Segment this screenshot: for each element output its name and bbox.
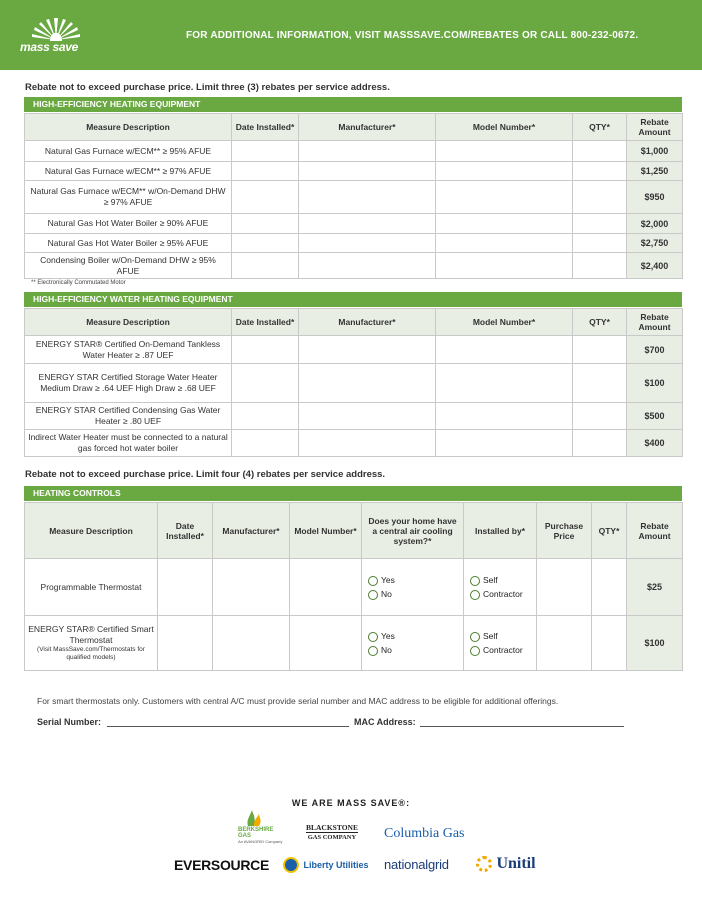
flame-icon [244,810,264,826]
measure-description-cell [25,616,158,671]
table-row [25,141,683,162]
unitil-name: Unitil [496,855,536,872]
col-header: Date Installed* [232,309,299,336]
rebate-amount: $1,000 [627,141,683,162]
qty-field[interactable] [573,234,627,253]
table-row [25,559,683,616]
berkshire-name: BERKSHIRE [238,827,274,833]
radio-button[interactable] [368,632,378,642]
rebate-amount: $1,250 [627,162,683,181]
radio-option-self[interactable] [470,629,533,643]
measure-description: Natural Gas Furnace w/ECM** w/On-Demand DHW ≥ 97% AFUE [25,181,232,214]
measure-description: Natural Gas Hot Water Boiler ≥ 90% AFUE [25,214,232,234]
manufacturer-field[interactable] [213,616,290,671]
purchase-price-field[interactable] [537,616,592,671]
radio-button[interactable] [470,646,480,656]
radio-option-no[interactable] [368,587,460,601]
col-header: Measure Description [25,309,232,336]
radio-option-self[interactable] [470,573,533,587]
option-label: No [381,645,392,655]
qty-field[interactable] [592,616,627,671]
rebate-limit-note: Rebate not to exceed purchase price. Limit three (3) rebates per service address. [25,82,390,93]
col-header: QTY* [573,114,627,141]
installed-by-options [464,559,537,616]
date-installed-field[interactable] [232,430,299,457]
header-banner [0,0,702,70]
smart-thermostat-note: For smart thermostats only. Customers with central A/C must provide serial number and MAC address to be eligible for additional offerings. [37,696,559,706]
table-row [25,214,683,234]
berkshire-gas: GAS [238,833,252,839]
water-heating-table [24,308,683,457]
table-header-row [25,503,683,559]
date-installed-field[interactable] [232,234,299,253]
date-installed-field[interactable] [158,616,213,671]
sun-icon [476,856,492,872]
option-label: No [381,589,392,599]
option-label: Self [483,631,498,641]
col-header: QTY* [592,503,627,559]
col-header: Manufacturer* [299,309,436,336]
table-row [25,403,683,430]
radio-button[interactable] [470,576,480,586]
col-header: Model Number* [436,114,573,141]
central-air-options [362,559,464,616]
rebate-amount: $25 [627,559,683,616]
radio-button[interactable] [470,590,480,600]
col-header: Does your home have a central air cooling system?* [362,503,464,559]
radio-button[interactable] [368,590,378,600]
section-title-water-heating: HIGH-EFFICIENCY WATER HEATING EQUIPMENT [24,292,682,307]
radio-option-no[interactable] [368,643,460,657]
liberty-name: Liberty Utilities [303,859,369,870]
measure-description: Natural Gas Furnace w/ECM** ≥ 97% AFUE [25,162,232,181]
col-header: Model Number* [290,503,362,559]
measure-description: Natural Gas Furnace w/ECM** ≥ 95% AFUE [25,141,232,162]
radio-button[interactable] [368,576,378,586]
rebate-limit-note-controls: Rebate not to exceed purchase price. Limit four (4) rebates per service address. [25,469,386,480]
option-label: Self [483,575,498,585]
option-label: Yes [381,631,395,641]
contact-info: FOR ADDITIONAL INFORMATION, VISIT MASSSAVE.COM/REBATES OR CALL 800-232-0672. [186,30,639,41]
table-row [25,430,683,457]
logo-text: mass save [20,40,79,54]
model-number-field[interactable] [290,559,362,616]
table-header-row [25,114,683,141]
mac-address-label: MAC Address: [354,717,416,727]
model-number-field[interactable] [436,234,573,253]
qty-field[interactable] [592,559,627,616]
option-label: Contractor [483,589,523,599]
date-installed-field[interactable] [232,141,299,162]
col-header: Manufacturer* [213,503,290,559]
measure-description: Condensing Boiler w/On-Demand DHW ≥ 95% AFUE [25,253,232,279]
table-row [25,234,683,253]
columbia-gas-logo: Columbia Gas [384,826,465,841]
sunburst-icon [20,12,92,42]
liberty-icon [283,857,299,873]
blackstone-sub: GAS COMPANY [307,834,357,841]
date-installed-field[interactable] [232,364,299,403]
measure-description: ENERGY STAR® Certified On-Demand Tankless Water Heater ≥ .87 UEF [25,336,232,364]
table-row [25,162,683,181]
rebate-amount: $950 [627,181,683,214]
col-header: Rebate Amount [627,309,683,336]
radio-option-yes[interactable] [368,629,460,643]
national-grid-logo: nationalgrid [384,857,449,872]
col-header: Rebate Amount [627,503,683,559]
mass-save-logo [20,12,92,56]
col-header: Model Number* [436,309,573,336]
option-label: Contractor [483,645,523,655]
manufacturer-field[interactable] [299,234,436,253]
table-row [25,253,683,279]
radio-button[interactable] [368,646,378,656]
manufacturer-field[interactable] [299,181,436,214]
measure-subnote: (Visit MassSave.com/Thermostats for qualified models) [37,646,145,661]
manufacturer-field[interactable] [299,364,436,403]
date-installed-field[interactable] [232,214,299,234]
model-number-field[interactable] [436,336,573,364]
radio-option-contractor[interactable] [470,643,533,657]
model-number-field[interactable] [436,214,573,234]
table-row [25,336,683,364]
model-number-field[interactable] [436,430,573,457]
col-header: Measure Description [25,114,232,141]
rebate-amount: $700 [627,336,683,364]
option-label: Yes [381,575,395,585]
heating-controls-table [24,502,683,671]
table-header-row [25,309,683,336]
col-header: Purchase Price [537,503,592,559]
table-row [25,364,683,403]
table-row [25,181,683,214]
measure-description: Indirect Water Heater must be connected to a natural gas forced hot water boiler [25,430,232,457]
col-header: Measure Description [25,503,158,559]
measure-description: Natural Gas Hot Water Boiler ≥ 95% AFUE [25,234,232,253]
mac-address-field[interactable] [420,726,624,727]
heating-table [24,113,683,279]
col-header: Date Installed* [158,503,213,559]
qty-field[interactable] [573,430,627,457]
manufacturer-field[interactable] [299,430,436,457]
qty-field[interactable] [573,364,627,403]
manufacturer-field[interactable] [299,336,436,364]
col-header: Installed by* [464,503,537,559]
model-number-field[interactable] [436,403,573,430]
model-number-field[interactable] [436,162,573,181]
col-header: Manufacturer* [299,114,436,141]
qty-field[interactable] [573,214,627,234]
qty-field[interactable] [573,253,627,279]
measure-description: ENERGY STAR Certified Condensing Gas Water Heater ≥ .80 UEF [25,403,232,430]
rebate-amount: $100 [627,616,683,671]
qty-field[interactable] [573,336,627,364]
rebate-amount: $2,000 [627,214,683,234]
date-installed-field[interactable] [232,253,299,279]
measure-description: ENERGY STAR Certified Storage Water Heater Medium Draw ≥ .64 UEF High Draw ≥ .68 UEF [25,364,232,403]
ecm-footnote: ** Electronically Commutated Motor [31,280,126,286]
table-row [25,616,683,671]
model-number-field[interactable] [290,616,362,671]
qty-field[interactable] [573,141,627,162]
measure-description: Programmable Thermostat [25,559,158,616]
serial-number-field[interactable] [107,726,349,727]
we-are-mass-save-heading: WE ARE MASS SAVE®: [291,798,411,808]
model-number-field[interactable] [436,141,573,162]
section-title-heating-controls: HEATING CONTROLS [24,486,682,501]
col-header: Rebate Amount [627,114,683,141]
manufacturer-field[interactable] [299,214,436,234]
blackstone-name: BLACKSTONE [306,823,358,832]
radio-option-yes[interactable] [368,573,460,587]
manufacturer-field[interactable] [299,141,436,162]
date-installed-field[interactable] [232,336,299,364]
manufacturer-field[interactable] [299,253,436,279]
manufacturer-field[interactable] [299,162,436,181]
date-installed-field[interactable] [232,162,299,181]
rebate-amount: $2,400 [627,253,683,279]
radio-option-contractor[interactable] [470,587,533,601]
model-number-field[interactable] [436,253,573,279]
purchase-price-field[interactable] [537,559,592,616]
qty-field[interactable] [573,181,627,214]
section-title-heating: HIGH-EFFICIENCY HEATING EQUIPMENT [24,97,682,112]
manufacturer-field[interactable] [213,559,290,616]
date-installed-field[interactable] [232,403,299,430]
model-number-field[interactable] [436,181,573,214]
central-air-options [362,616,464,671]
qty-field[interactable] [573,162,627,181]
eversource-logo: EVERSOURCE [174,857,270,873]
rebate-amount: $400 [627,430,683,457]
berkshire-gas-logo [238,810,288,852]
blackstone-gas-logo [306,823,358,842]
qty-field[interactable] [573,403,627,430]
installed-by-options [464,616,537,671]
rebate-amount: $100 [627,364,683,403]
berkshire-tagline: An AVANGRID Company [238,839,283,844]
serial-number-label: Serial Number: [37,717,102,727]
date-installed-field[interactable] [232,181,299,214]
manufacturer-field[interactable] [299,403,436,430]
rebate-amount: $2,750 [627,234,683,253]
date-installed-field[interactable] [158,559,213,616]
measure-description: ENERGY STAR® Certified Smart Thermostat [28,624,154,645]
col-header: Date Installed* [232,114,299,141]
col-header: QTY* [573,309,627,336]
rebate-amount: $500 [627,403,683,430]
liberty-utilities-logo [283,856,368,874]
radio-button[interactable] [470,632,480,642]
model-number-field[interactable] [436,364,573,403]
unitil-logo [476,855,536,873]
